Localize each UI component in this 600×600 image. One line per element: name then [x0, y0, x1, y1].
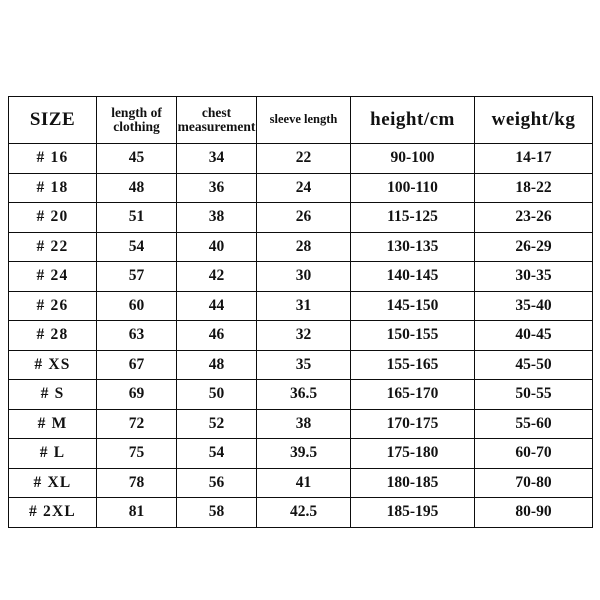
cell-sleeve: 28	[257, 232, 351, 262]
header-height-cm	[351, 97, 475, 144]
cell-height: 170-175	[351, 409, 475, 439]
cell-size: # 20	[9, 203, 97, 233]
cell-weight: 18-22	[475, 173, 593, 203]
table-row	[9, 232, 593, 262]
cell-length: 57	[97, 262, 177, 292]
cell-chest: 54	[177, 439, 257, 469]
table-row	[9, 144, 593, 174]
cell-sleeve: 26	[257, 203, 351, 233]
cell-chest: 34	[177, 144, 257, 174]
cell-weight: 14-17	[475, 144, 593, 174]
cell-size: # 24	[9, 262, 97, 292]
cell-sleeve: 38	[257, 409, 351, 439]
cell-sleeve: 31	[257, 291, 351, 321]
header-weight-label: weight/kg	[491, 109, 576, 131]
cell-height: 90-100	[351, 144, 475, 174]
table-row	[9, 439, 593, 469]
cell-length: 51	[97, 203, 177, 233]
cell-weight: 50-55	[475, 380, 593, 410]
table-row	[9, 203, 593, 233]
cell-size: # 26	[9, 291, 97, 321]
cell-chest: 50	[177, 380, 257, 410]
cell-length: 54	[97, 232, 177, 262]
cell-weight: 80-90	[475, 498, 593, 528]
cell-sleeve: 36.5	[257, 380, 351, 410]
cell-chest: 42	[177, 262, 257, 292]
cell-sleeve: 32	[257, 321, 351, 351]
cell-sleeve: 42.5	[257, 498, 351, 528]
cell-chest: 44	[177, 291, 257, 321]
header-sleeve-length	[257, 97, 351, 144]
cell-height: 175-180	[351, 439, 475, 469]
cell-weight: 70-80	[475, 468, 593, 498]
table-row	[9, 321, 593, 351]
cell-chest: 36	[177, 173, 257, 203]
cell-length: 67	[97, 350, 177, 380]
cell-length: 63	[97, 321, 177, 351]
cell-weight: 23-26	[475, 203, 593, 233]
cell-sleeve: 35	[257, 350, 351, 380]
header-weight-kg	[475, 97, 593, 144]
cell-chest: 52	[177, 409, 257, 439]
table-row	[9, 468, 593, 498]
header-chest-line2: measurement	[177, 119, 256, 134]
cell-weight: 60-70	[475, 439, 593, 469]
cell-length: 81	[97, 498, 177, 528]
header-chest-line1: chest	[201, 104, 232, 120]
cell-chest: 48	[177, 350, 257, 380]
header-length-line2: clothing	[113, 119, 160, 134]
table-row	[9, 409, 593, 439]
header-height-label: height/cm	[370, 109, 455, 131]
cell-length: 60	[97, 291, 177, 321]
cell-weight: 30-35	[475, 262, 593, 292]
cell-size: # 28	[9, 321, 97, 351]
cell-chest: 38	[177, 203, 257, 233]
cell-weight: 45-50	[475, 350, 593, 380]
cell-length: 45	[97, 144, 177, 174]
cell-size: # M	[9, 409, 97, 439]
table-row	[9, 380, 593, 410]
cell-height: 145-150	[351, 291, 475, 321]
table-header-row	[9, 97, 593, 144]
cell-length: 69	[97, 380, 177, 410]
cell-height: 180-185	[351, 468, 475, 498]
table-row	[9, 262, 593, 292]
size-table-container	[8, 96, 592, 528]
cell-size: # S	[9, 380, 97, 410]
table-row	[9, 173, 593, 203]
cell-length: 72	[97, 409, 177, 439]
cell-height: 100-110	[351, 173, 475, 203]
header-sleeve-label: sleeve length	[269, 112, 338, 127]
cell-weight: 26-29	[475, 232, 593, 262]
cell-size: # XL	[9, 468, 97, 498]
table-row	[9, 350, 593, 380]
cell-weight: 55-60	[475, 409, 593, 439]
cell-sleeve: 39.5	[257, 439, 351, 469]
cell-sleeve: 30	[257, 262, 351, 292]
cell-sleeve: 22	[257, 144, 351, 174]
cell-height: 150-155	[351, 321, 475, 351]
cell-size: # XS	[9, 350, 97, 380]
cell-height: 140-145	[351, 262, 475, 292]
cell-length: 48	[97, 173, 177, 203]
cell-height: 185-195	[351, 498, 475, 528]
cell-height: 130-135	[351, 232, 475, 262]
cell-height: 155-165	[351, 350, 475, 380]
cell-chest: 46	[177, 321, 257, 351]
cell-size: # 18	[9, 173, 97, 203]
cell-length: 78	[97, 468, 177, 498]
cell-size: # 22	[9, 232, 97, 262]
table-row	[9, 498, 593, 528]
cell-chest: 58	[177, 498, 257, 528]
cell-height: 165-170	[351, 380, 475, 410]
cell-chest: 40	[177, 232, 257, 262]
header-length-of-clothing	[97, 97, 177, 144]
cell-size: # L	[9, 439, 97, 469]
cell-chest: 56	[177, 468, 257, 498]
cell-sleeve: 41	[257, 468, 351, 498]
cell-size: # 16	[9, 144, 97, 174]
header-chest-measurement	[177, 97, 257, 144]
cell-weight: 40-45	[475, 321, 593, 351]
header-length-line1: length of	[111, 104, 162, 120]
cell-length: 75	[97, 439, 177, 469]
table-row	[9, 291, 593, 321]
cell-size: # 2XL	[9, 498, 97, 528]
size-table	[8, 96, 593, 528]
cell-height: 115-125	[351, 203, 475, 233]
header-size	[9, 97, 97, 144]
header-size-label: SIZE	[29, 109, 76, 131]
cell-sleeve: 24	[257, 173, 351, 203]
cell-weight: 35-40	[475, 291, 593, 321]
